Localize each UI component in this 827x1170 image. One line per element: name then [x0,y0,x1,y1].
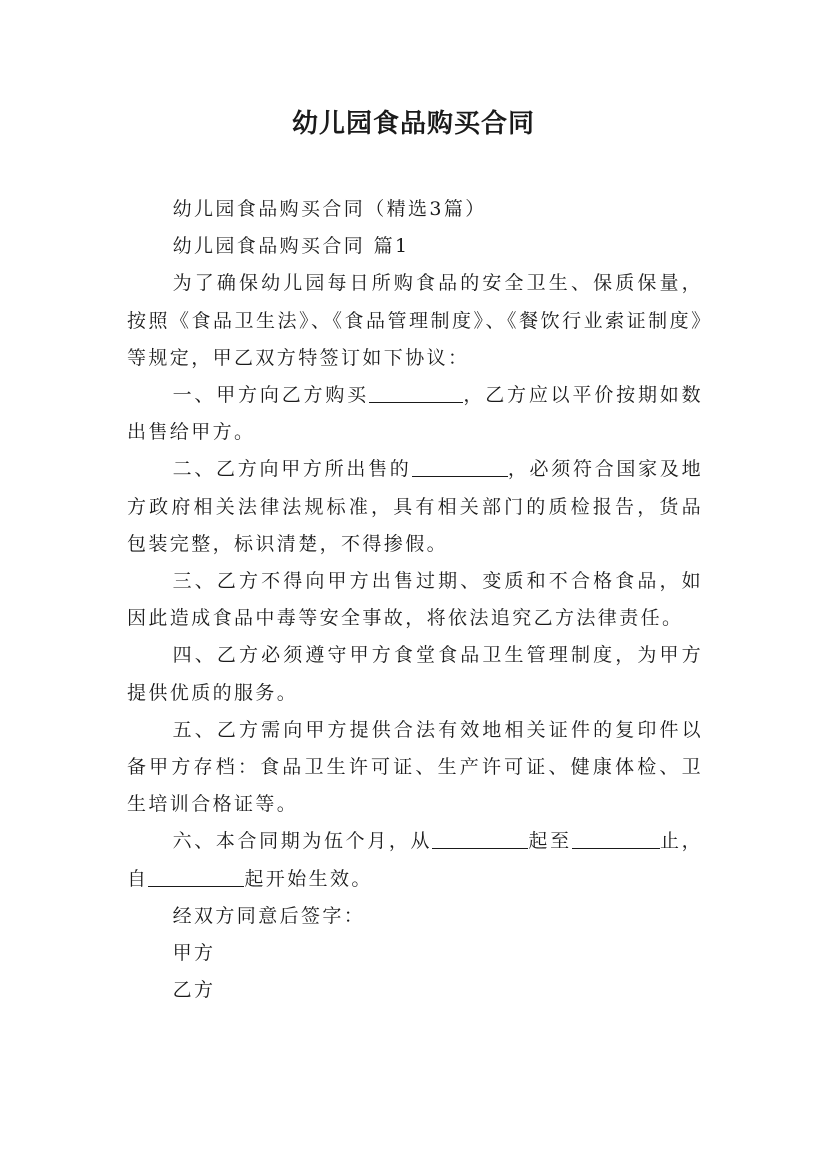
clause-2-text-b: ，必须符合国家及地方政府相关法律法规标准，具有相关部门的质检报告，货品包装完整，标识清楚，不得掺假。 [127,458,703,555]
fill-in-blank [148,867,244,887]
signing-note: 经双方同意后签字： [172,904,366,927]
intro-paragraph: 为了确保幼儿园每日所购食品的安全卫生、保质保量，按照《食品卫生法》、《食品管理制度》、《餐饮行业索证制度》等规定，甲乙双方特签订如下协议： [127,272,703,369]
clause-1-text-b: ，乙方应以平价按期如数出售给甲方。 [127,384,703,444]
party-a-label: 甲方 [172,942,216,965]
document-title: 幼儿园食品购买合同 [291,109,535,139]
section-heading: 幼儿园食品购买合同 篇1 [172,235,410,258]
clause-6 [127,823,703,897]
party-b-label: 乙方 [172,979,216,1002]
fill-in-blank [572,829,660,849]
fill-in-blank [432,829,528,849]
clause-6-text-b: 起至 [528,830,572,853]
clause-6-text-e: 起开始生效。 [244,867,373,890]
clause-6-text-a: 六、本合同期为伍个月，从 [172,830,433,853]
clause-3: 三、乙方不得向甲方出售过期、变质和不合格食品，如因此造成食品中毒等安全事故，将依法追究乙方法律责任。 [127,570,703,630]
clause-5: 五、乙方需向甲方提供合法有效地相关证件的复印件以备甲方存档：食品卫生许可证、生产许可证、健康体检、卫生培训合格证等。 [127,718,703,816]
clause-2-text-a: 二、乙方向甲方所出售的 [172,458,412,481]
clause-6-text-c: 止， [659,830,703,853]
fill-in-blank [369,383,463,403]
document-body [127,191,703,1009]
document-subtitle: 幼儿园食品购买合同（精选3篇） [172,198,487,220]
clause-1 [127,377,703,451]
clause-6-text-d: 自 [127,867,149,890]
clause-2 [127,451,703,563]
clause-4: 四、乙方必须遵守甲方食堂食品卫生管理制度，为甲方提供优质的服务。 [127,644,703,704]
clause-1-text-a: 一、甲方向乙方购买 [172,384,369,407]
fill-in-blank [412,457,508,477]
